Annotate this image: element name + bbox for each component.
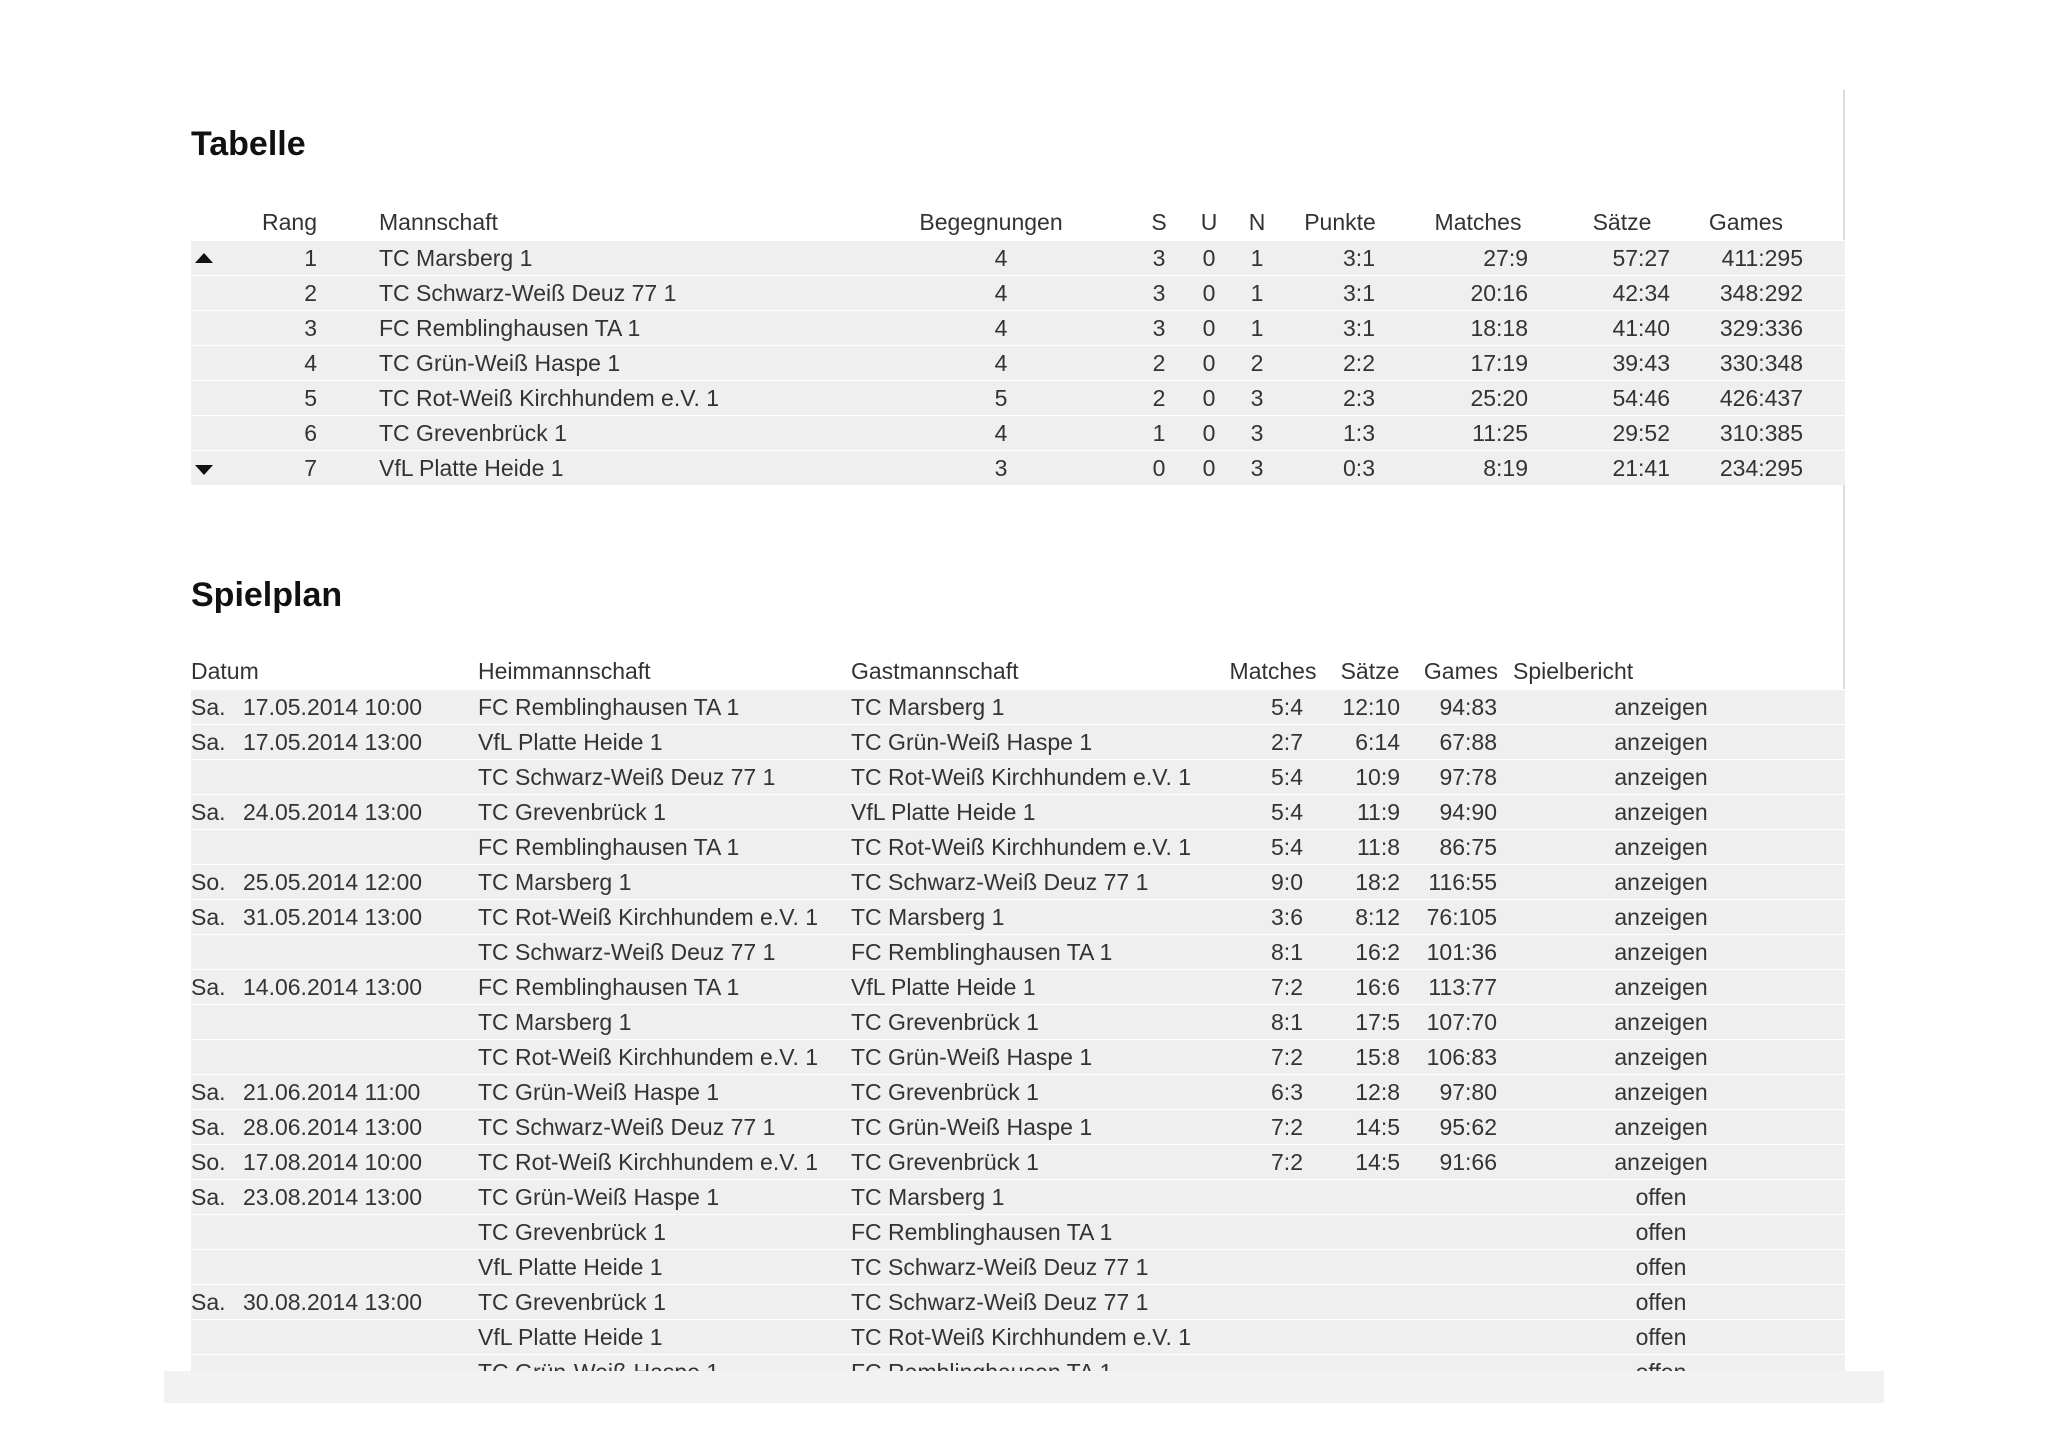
cell-punkte: 3:1 [1343,280,1375,306]
cell-punkte: 1:3 [1343,420,1375,446]
cell-gast: TC Grün-Weiß Haspe 1 [851,1044,1093,1070]
table-row [191,1074,1845,1109]
cell-saetze: 17:5 [1355,1009,1400,1035]
cell-datum: 25.05.2014 12:00 [243,869,423,895]
cell-heim: TC Grevenbrück 1 [478,1219,666,1245]
cell-datum: 31.05.2014 13:00 [243,904,423,930]
table-row [191,1319,1845,1354]
cell-mannschaft: TC Schwarz-Weiß Deuz 77 1 [379,280,677,306]
cell-gast: TC Schwarz-Weiß Deuz 77 1 [851,1254,1149,1280]
cell-games: 76:105 [1426,904,1497,930]
cell-saetze: 21:41 [1612,455,1670,481]
cell-punkte: 2:2 [1343,350,1375,376]
cell-heim: FC Remblinghausen TA 1 [478,834,740,860]
arrow-down-icon [195,465,213,475]
cell-saetze: 42:34 [1612,280,1670,306]
cell-gast: TC Grevenbrück 1 [851,1079,1039,1105]
table-row [191,1179,1845,1214]
cell-u: 0 [1202,385,1216,411]
cell-games: 91:66 [1439,1149,1497,1175]
table-row [191,969,1845,1004]
cell-matches: 20:16 [1470,280,1528,306]
cell-begegnungen: 4 [994,245,1008,271]
col-saetze-header: Sätze [1340,658,1400,684]
spielbericht-link[interactable]: anzeigen [1614,694,1708,720]
cell-saetze: 15:8 [1355,1044,1400,1070]
cell-tag: Sa. [191,799,226,825]
col-bericht-header: Spielbericht [1513,658,1634,684]
bottom-strip [164,1371,1884,1403]
cell-matches: 25:20 [1470,385,1528,411]
cell-heim: TC Grün-Weiß Haspe 1 [478,1079,720,1105]
cell-saetze: 8:12 [1355,904,1400,930]
cell-u: 0 [1202,420,1216,446]
spielplan-title: Spielplan [191,576,343,614]
table-row [191,1039,1845,1074]
cell-saetze: 10:9 [1355,764,1400,790]
cell-u: 0 [1202,315,1216,341]
cell-gast: VfL Platte Heide 1 [851,799,1036,825]
cell-s: 1 [1152,420,1166,446]
spielbericht-link[interactable]: anzeigen [1614,834,1708,860]
table-row [191,1249,1845,1284]
cell-punkte: 0:3 [1343,455,1375,481]
cell-matches: 8:19 [1483,455,1528,481]
cell-gast: TC Grün-Weiß Haspe 1 [851,729,1093,755]
cell-matches: 2:7 [1271,729,1303,755]
cell-games: 97:80 [1439,1079,1497,1105]
cell-games: 426:437 [1719,385,1803,411]
table-row [191,1144,1845,1179]
cell-matches: 7:2 [1271,1149,1303,1175]
col-heim-header: Heimmannschaft [478,658,651,684]
cell-games: 94:83 [1439,694,1497,720]
cell-rang: 1 [304,245,317,271]
table-row [191,1284,1845,1319]
table-row [191,829,1845,864]
cell-saetze: 6:14 [1355,729,1400,755]
table-row [191,864,1845,899]
cell-matches: 7:2 [1271,974,1303,1000]
cell-rang: 6 [304,420,317,446]
cell-games: 94:90 [1439,799,1497,825]
cell-games: 67:88 [1439,729,1497,755]
cell-gast: TC Grevenbrück 1 [851,1149,1039,1175]
cell-punkte: 3:1 [1343,245,1375,271]
cell-saetze: 14:5 [1355,1149,1400,1175]
cell-gast: TC Rot-Weiß Kirchhundem e.V. 1 [851,834,1192,860]
cell-begegnungen: 4 [994,350,1008,376]
cell-gast: TC Rot-Weiß Kirchhundem e.V. 1 [851,764,1192,790]
cell-matches: 8:1 [1271,1009,1303,1035]
cell-gast: TC Marsberg 1 [851,1184,1005,1210]
table-row [191,1109,1845,1144]
col-n-header: N [1248,209,1266,235]
cell-saetze: 54:46 [1612,385,1670,411]
cell-mannschaft: TC Grevenbrück 1 [379,420,567,446]
cell-s: 2 [1152,350,1166,376]
cell-tag: Sa. [191,974,226,1000]
cell-games: 330:348 [1719,350,1803,376]
cell-saetze: 14:5 [1355,1114,1400,1140]
cell-datum: 30.08.2014 13:00 [243,1289,423,1315]
spielbericht-link[interactable]: anzeigen [1614,904,1708,930]
schedule-body [191,689,1845,1389]
spielbericht-link[interactable]: anzeigen [1614,764,1708,790]
table-row [191,275,1845,310]
cell-saetze: 12:10 [1342,694,1400,720]
cell-matches: 8:1 [1271,939,1303,965]
cell-heim: TC Marsberg 1 [478,869,632,895]
spielbericht-link[interactable]: anzeigen [1614,974,1708,1000]
table-row [191,380,1845,415]
cell-gast: VfL Platte Heide 1 [851,974,1036,1000]
cell-begegnungen: 3 [994,455,1008,481]
spielbericht-link[interactable]: anzeigen [1614,729,1708,755]
cell-n: 3 [1250,455,1264,481]
col-mannschaft-header: Mannschaft [379,209,498,235]
cell-matches: 5:4 [1271,694,1303,720]
col-games-header: Games [1423,658,1499,684]
cell-matches: 7:2 [1271,1114,1303,1140]
cell-saetze: 16:6 [1355,974,1400,1000]
cell-datum: 28.06.2014 13:00 [243,1114,423,1140]
cell-heim: FC Remblinghausen TA 1 [478,694,740,720]
cell-s: 3 [1152,280,1166,306]
cell-tag: Sa. [191,1289,226,1315]
cell-tag: So. [191,1149,226,1175]
table-row [191,759,1845,794]
cell-punkte: 2:3 [1343,385,1375,411]
cell-u: 0 [1202,245,1216,271]
cell-games: 101:36 [1426,939,1497,965]
cell-matches: 11:25 [1472,420,1528,446]
standings-body [191,240,1845,485]
cell-saetze: 12:8 [1355,1079,1400,1105]
cell-heim: TC Schwarz-Weiß Deuz 77 1 [478,764,776,790]
cell-games: 234:295 [1719,455,1803,481]
spielbericht-link[interactable]: anzeigen [1614,1009,1708,1035]
cell-gast: FC Remblinghausen TA 1 [851,1219,1113,1245]
cell-n: 1 [1250,245,1264,271]
table-row [191,689,1845,724]
cell-heim: TC Grevenbrück 1 [478,1289,666,1315]
cell-mannschaft: VfL Platte Heide 1 [379,455,564,481]
cell-u: 0 [1202,455,1216,481]
cell-tag: Sa. [191,729,226,755]
spielbericht-link[interactable]: anzeigen [1614,869,1708,895]
schedule-header-row [191,654,1845,689]
cell-matches: 3:6 [1271,904,1303,930]
cell-saetze: 39:43 [1612,350,1670,376]
table-row [191,415,1845,450]
table-row [191,345,1845,380]
col-games-header: Games [1708,209,1784,235]
cell-gast: TC Marsberg 1 [851,904,1005,930]
cell-saetze: 57:27 [1612,245,1670,271]
cell-heim: VfL Platte Heide 1 [478,1324,663,1350]
cell-games: 86:75 [1439,834,1497,860]
cell-rang: 5 [304,385,317,411]
cell-rang: 4 [304,350,317,376]
cell-games: 116:55 [1428,869,1497,895]
cell-datum: 23.08.2014 13:00 [243,1184,423,1210]
cell-heim: TC Schwarz-Weiß Deuz 77 1 [478,939,776,965]
cell-gast: FC Remblinghausen TA 1 [851,939,1113,965]
cell-mannschaft: FC Remblinghausen TA 1 [379,315,641,341]
cell-datum: 21.06.2014 11:00 [243,1079,421,1105]
cell-begegnungen: 5 [994,385,1008,411]
cell-heim: TC Marsberg 1 [478,1009,632,1035]
table-row [191,1004,1845,1039]
cell-saetze: 16:2 [1355,939,1400,965]
cell-heim: VfL Platte Heide 1 [478,729,663,755]
cell-games: 106:83 [1426,1044,1497,1070]
cell-heim: TC Rot-Weiß Kirchhundem e.V. 1 [478,1149,819,1175]
cell-saetze: 11:9 [1356,799,1400,825]
cell-u: 0 [1202,350,1216,376]
cell-saetze: 29:52 [1612,420,1670,446]
cell-u: 0 [1202,280,1216,306]
col-begegnungen-header: Begegnungen [919,209,1063,235]
col-rang-header: Rang [262,209,317,235]
table-row [191,450,1845,485]
table-row [191,240,1845,275]
cell-rang: 3 [304,315,317,341]
col-s-header: S [1151,209,1167,235]
spielbericht-status: offen [1635,1184,1687,1210]
cell-matches: 27:9 [1483,245,1528,271]
table-row [191,794,1845,829]
cell-games: 329:336 [1719,315,1803,341]
standings-header-row [191,205,1845,240]
cell-heim: FC Remblinghausen TA 1 [478,974,740,1000]
col-datum-header: Datum [191,658,259,684]
cell-mannschaft: TC Grün-Weiß Haspe 1 [379,350,621,376]
cell-games: 411:295 [1721,245,1803,271]
spielbericht-link[interactable]: anzeigen [1614,1149,1708,1175]
cell-heim: TC Rot-Weiß Kirchhundem e.V. 1 [478,904,819,930]
cell-begegnungen: 4 [994,420,1008,446]
cell-tag: Sa. [191,904,226,930]
standings-table [191,205,1845,485]
cell-tag: Sa. [191,1114,226,1140]
spielbericht-link[interactable]: anzeigen [1614,1079,1708,1105]
cell-s: 0 [1152,455,1166,481]
table-row [191,724,1845,759]
cell-rang: 7 [304,455,317,481]
cell-heim: TC Grün-Weiß Haspe 1 [478,1184,720,1210]
cell-gast: TC Grün-Weiß Haspe 1 [851,1114,1093,1140]
col-matches-header: Matches [1229,658,1317,684]
cell-tag: Sa. [191,694,226,720]
cell-s: 3 [1152,245,1166,271]
cell-heim: TC Grevenbrück 1 [478,799,666,825]
table-row [191,899,1845,934]
cell-tag: So. [191,869,226,895]
cell-games: 113:77 [1428,974,1497,1000]
cell-n: 1 [1250,280,1264,306]
cell-punkte: 3:1 [1343,315,1375,341]
cell-mannschaft: TC Marsberg 1 [379,245,533,271]
col-u-header: U [1200,209,1218,235]
cell-gast: TC Schwarz-Weiß Deuz 77 1 [851,869,1149,895]
cell-matches: 6:3 [1271,1079,1303,1105]
cell-matches: 9:0 [1271,869,1303,895]
cell-gast: TC Grevenbrück 1 [851,1009,1039,1035]
tabelle-title: Tabelle [191,125,306,163]
cell-games: 97:78 [1439,764,1497,790]
cell-heim: TC Rot-Weiß Kirchhundem e.V. 1 [478,1044,819,1070]
cell-saetze: 41:40 [1612,315,1670,341]
cell-tag: Sa. [191,1079,226,1105]
cell-matches: 17:19 [1470,350,1528,376]
cell-matches: 7:2 [1271,1044,1303,1070]
cell-datum: 24.05.2014 13:00 [243,799,423,825]
arrow-up-icon [195,253,213,263]
cell-tag: Sa. [191,1184,226,1210]
col-gast-header: Gastmannschaft [851,658,1019,684]
cell-rang: 2 [304,280,317,306]
spielbericht-link[interactable]: anzeigen [1614,1114,1708,1140]
cell-matches: 5:4 [1271,764,1303,790]
cell-datum: 17.08.2014 10:00 [243,1149,423,1175]
table-row [191,934,1845,969]
col-matches-header: Matches [1434,209,1522,235]
cell-saetze: 18:2 [1355,869,1400,895]
cell-games: 310:385 [1719,420,1803,446]
cell-matches: 5:4 [1271,799,1303,825]
table-row [191,310,1845,345]
cell-heim: TC Schwarz-Weiß Deuz 77 1 [478,1114,776,1140]
cell-games: 348:292 [1719,280,1803,306]
cell-s: 2 [1152,385,1166,411]
spielbericht-status: offen [1635,1289,1687,1315]
cell-begegnungen: 4 [994,315,1008,341]
cell-gast: TC Schwarz-Weiß Deuz 77 1 [851,1289,1149,1315]
spielbericht-status: offen [1635,1324,1687,1350]
cell-datum: 17.05.2014 10:00 [243,694,423,720]
spielbericht-link[interactable]: anzeigen [1614,799,1708,825]
cell-n: 3 [1250,420,1264,446]
col-punkte-header: Punkte [1304,209,1376,235]
cell-saetze: 11:8 [1356,834,1400,860]
spielbericht-status: offen [1635,1254,1687,1280]
cell-matches: 18:18 [1470,315,1528,341]
cell-gast: TC Marsberg 1 [851,694,1005,720]
col-saetze-header: Sätze [1592,209,1652,235]
cell-n: 1 [1250,315,1264,341]
cell-n: 3 [1250,385,1264,411]
cell-datum: 14.06.2014 13:00 [243,974,423,1000]
table-row [191,1214,1845,1249]
cell-matches: 5:4 [1271,834,1303,860]
spielbericht-link[interactable]: anzeigen [1614,1044,1708,1070]
cell-gast: TC Rot-Weiß Kirchhundem e.V. 1 [851,1324,1192,1350]
cell-heim: VfL Platte Heide 1 [478,1254,663,1280]
schedule-table [191,654,1845,1389]
cell-begegnungen: 4 [994,280,1008,306]
cell-games: 95:62 [1439,1114,1497,1140]
cell-games: 107:70 [1426,1009,1497,1035]
spielbericht-status: offen [1635,1219,1687,1245]
spielbericht-link[interactable]: anzeigen [1614,939,1708,965]
cell-mannschaft: TC Rot-Weiß Kirchhundem e.V. 1 [379,385,720,411]
cell-n: 2 [1250,350,1264,376]
cell-s: 3 [1152,315,1166,341]
cell-datum: 17.05.2014 13:00 [243,729,423,755]
